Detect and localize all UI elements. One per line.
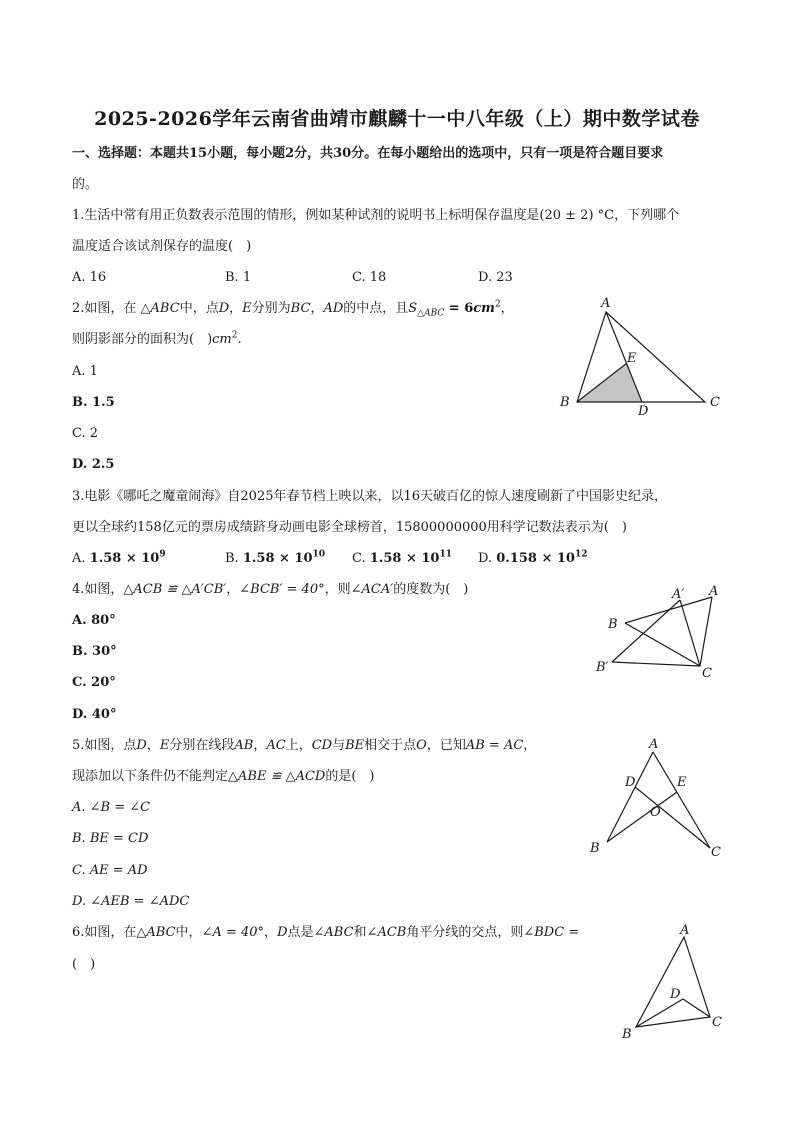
q1-stem-line2: 温度适合该试剂保存的温度( ) bbox=[72, 239, 252, 254]
q5-label-d: D bbox=[625, 775, 636, 790]
q2-label-c: C bbox=[710, 395, 720, 410]
q6-label-d: D bbox=[670, 987, 681, 1002]
q4-label-b-prime: B′ bbox=[596, 660, 609, 675]
q6-label-a: A bbox=[680, 923, 690, 938]
q3-option-a: A. $1.58 \times 10^9$ bbox=[72, 549, 166, 566]
q2-option-a: A. 1 bbox=[72, 364, 98, 379]
q4-option-d: D. 40° bbox=[72, 707, 117, 722]
q2-label-a: A bbox=[601, 296, 611, 311]
q3-stem-line1: 3.电影《哪吒之魔童闹海》自2025年春节档上映以来，以16天破百亿的惊人速度刷新了中国影史纪录， bbox=[72, 489, 668, 504]
q2-label-b: B bbox=[560, 395, 570, 410]
q5-label-o: O bbox=[650, 805, 661, 820]
q4-label-a: A bbox=[709, 584, 719, 599]
q5-option-a: A. ∠B = ∠C bbox=[72, 800, 151, 815]
q4-option-a: A. 80° bbox=[72, 613, 116, 628]
q5-label-a: A bbox=[649, 737, 659, 752]
q2-option-b: B. 1.5 bbox=[72, 395, 115, 410]
q5-stem-line1: 5.如图，点D，E分别在线段AB，AC上，CD与BE相交于点O，已知AB = AC， bbox=[72, 738, 537, 753]
q5-option-d: D. ∠AEB = ∠ADC bbox=[72, 894, 190, 909]
section-heading-line2: 的。 bbox=[72, 177, 99, 192]
q2-label-d: D bbox=[638, 404, 649, 419]
q2-stem-line2: 则阴影部分的面积为( )$cm^2$. bbox=[72, 330, 242, 347]
q2-option-c: C. 2 bbox=[72, 426, 99, 441]
q5-option-b: B. BE = CD bbox=[72, 831, 149, 846]
q3-option-d: D. $0.158 \times 10^{12}$ bbox=[478, 549, 588, 566]
q5-label-e: E bbox=[677, 775, 687, 790]
q5-intersecting-segments-figure bbox=[585, 735, 725, 860]
q6-label-c: C bbox=[712, 1015, 722, 1030]
q6-stem-line1: 6.如图，在△ABC中，∠A = 40°，D点是∠ABC和∠ACB角平分线的交点，则∠BDC = bbox=[72, 925, 580, 940]
q6-stem-line2: ( ) bbox=[72, 957, 96, 972]
q1-option-b: B. 1 bbox=[225, 270, 252, 285]
q4-option-b: B. 30° bbox=[72, 644, 117, 659]
q3-stem-line2: 更以全球约158亿元的票房成绩跻身动画电影全球榜首，15800000000用科学记数法表示为( ) bbox=[72, 520, 627, 535]
q4-option-c: C. 20° bbox=[72, 675, 116, 690]
section-heading-line1: 一、选择题：本题共15小题，每小题2分，共30分。在每小题给出的选项中，只有一项是符合题目要求 bbox=[72, 146, 664, 161]
q2-stem-line1: 2.如图，在 △ABC中，点D，E分别为BC，AD的中点，且$S_{\triangle ABC} = 6cm^2$， bbox=[72, 299, 514, 319]
q4-label-a-prime: A′ bbox=[672, 587, 685, 602]
q1-option-d: D. 23 bbox=[478, 270, 513, 285]
q2-option-d: D. 2.5 bbox=[72, 457, 115, 472]
q2-triangle-figure bbox=[550, 295, 730, 425]
q1-option-c: C. 18 bbox=[352, 270, 387, 285]
q6-label-b: B bbox=[622, 1027, 632, 1042]
q1-stem-line1: 1.生活中常有用正负数表示范围的情形，例如某种试剂的说明书上标明保存温度是(20 ± 2) °C，下列哪个 bbox=[72, 208, 680, 223]
q5-option-c: C. AE = AD bbox=[72, 863, 148, 878]
q4-congruent-triangles-figure bbox=[590, 580, 730, 680]
q2-label-e: E bbox=[627, 351, 637, 366]
q1-option-a: A. 16 bbox=[72, 270, 107, 285]
q6-angle-bisector-figure bbox=[615, 920, 735, 1045]
q3-option-c: C. $1.58 \times 10^{11}$ bbox=[352, 549, 452, 566]
q3-option-b: B. $1.58 \times 10^{10}$ bbox=[225, 549, 326, 566]
q4-stem-line1: 4.如图，△ACB ≌ △A′CB′，∠BCB′ = 40°，则∠ACA′的度数为( ) bbox=[72, 582, 469, 597]
q5-label-b: B bbox=[590, 841, 600, 856]
q5-label-c: C bbox=[711, 845, 721, 860]
q5-stem-line2: 现添加以下条件仍不能判定△ABE ≌ △ACD的是( ) bbox=[72, 769, 375, 784]
q4-label-b: B bbox=[608, 617, 618, 632]
q4-label-c: C bbox=[702, 666, 712, 681]
q2-shaded-region bbox=[577, 363, 642, 402]
page-title: 2025-2026学年云南省曲靖市麒麟十一中八年级（上）期中数学试卷 bbox=[94, 108, 700, 130]
